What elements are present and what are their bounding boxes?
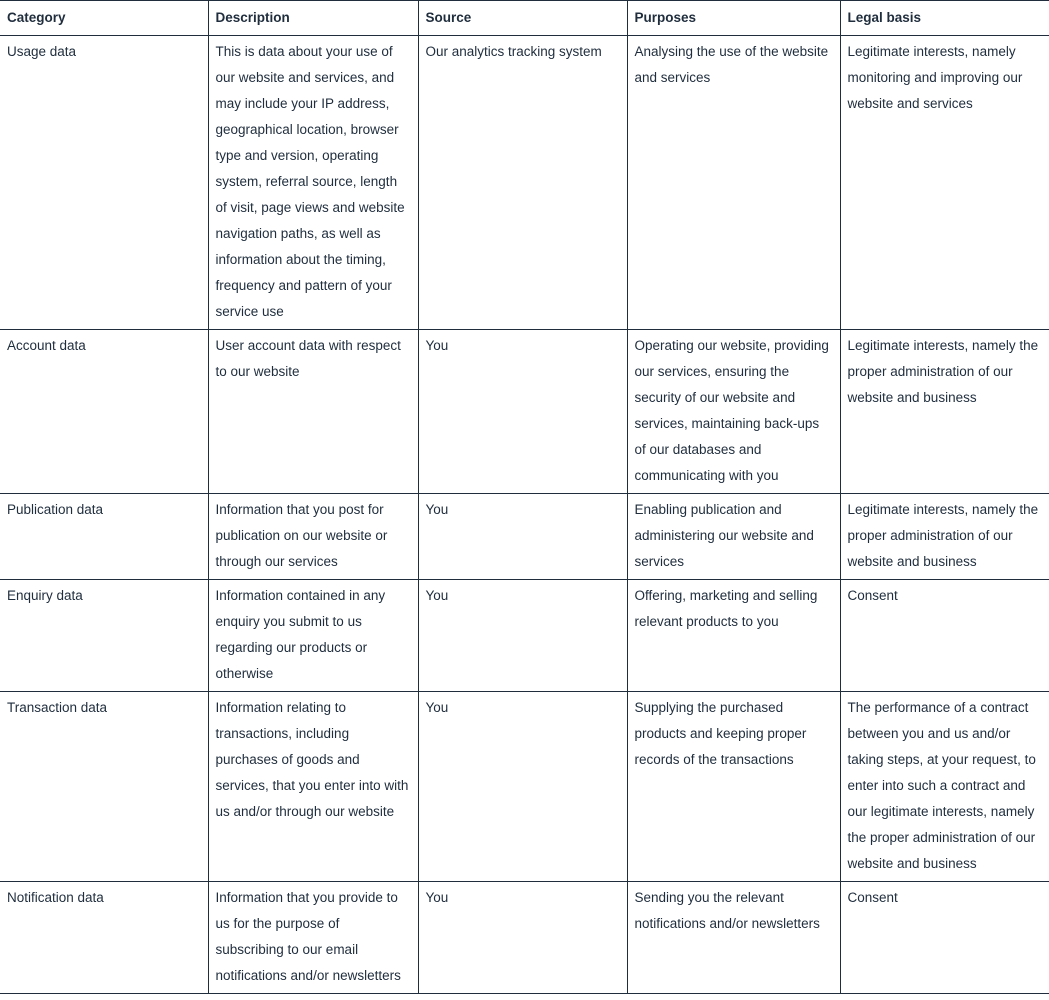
cell-purposes: Offering, marketing and selling relevant products to you [627, 580, 840, 692]
cell-source: You [418, 494, 627, 580]
cell-source: You [418, 580, 627, 692]
cell-category: Notification data [0, 882, 208, 994]
cell-source: You [418, 692, 627, 882]
cell-purposes: Enabling publication and administering our website and services [627, 494, 840, 580]
cell-legal-basis: Consent [840, 882, 1049, 994]
cell-purposes: Supplying the purchased products and keeping proper records of the transactions [627, 692, 840, 882]
cell-purposes: Analysing the use of the website and services [627, 36, 840, 330]
cell-purposes: Sending you the relevant notifications and/or newsletters [627, 882, 840, 994]
cell-description: User account data with respect to our website [208, 330, 418, 494]
header-description: Description [208, 1, 418, 36]
table-row [0, 882, 1049, 994]
cell-category: Publication data [0, 494, 208, 580]
cell-source: You [418, 882, 627, 994]
cell-category: Enquiry data [0, 580, 208, 692]
cell-description: Information contained in any enquiry you submit to us regarding our products or otherwise [208, 580, 418, 692]
cell-description: This is data about your use of our website and services, and may include your IP address, geographical location, browser type and version, operating system, referral source, length of visit, page views and website navigation paths, as well as information about the timing, frequency and pattern of your service use [208, 36, 418, 330]
cell-description: Information that you provide to us for the purpose of subscribing to our email notifications and/or newsletters [208, 882, 418, 994]
cell-legal-basis: Legitimate interests, namely monitoring and improving our website and services [840, 36, 1049, 330]
cell-category: Usage data [0, 36, 208, 330]
cell-description: Information that you post for publication on our website or through our services [208, 494, 418, 580]
table-row [0, 36, 1049, 330]
header-source: Source [418, 1, 627, 36]
table-row [0, 692, 1049, 882]
table-row [0, 330, 1049, 494]
cell-source: Our analytics tracking system [418, 36, 627, 330]
table-header-row [0, 1, 1049, 36]
table-row [0, 494, 1049, 580]
header-legal-basis: Legal basis [840, 1, 1049, 36]
cell-purposes: Operating our website, providing our services, ensuring the security of our website and services, maintaining back-ups of our databases and communicating with you [627, 330, 840, 494]
cell-legal-basis: The performance of a contract between you and us and/or taking steps, at your request, to enter into such a contract and our legitimate interests, namely the proper administration of our website and business [840, 692, 1049, 882]
cell-category: Transaction data [0, 692, 208, 882]
cell-source: You [418, 330, 627, 494]
cell-legal-basis: Legitimate interests, namely the proper administration of our website and business [840, 330, 1049, 494]
cell-description: Information relating to transactions, including purchases of goods and services, that you enter into with us and/or through our website [208, 692, 418, 882]
table-row [0, 580, 1049, 692]
header-category: Category [0, 1, 208, 36]
cell-category: Account data [0, 330, 208, 494]
cell-legal-basis: Legitimate interests, namely the proper administration of our website and business [840, 494, 1049, 580]
header-purposes: Purposes [627, 1, 840, 36]
cell-legal-basis: Consent [840, 580, 1049, 692]
